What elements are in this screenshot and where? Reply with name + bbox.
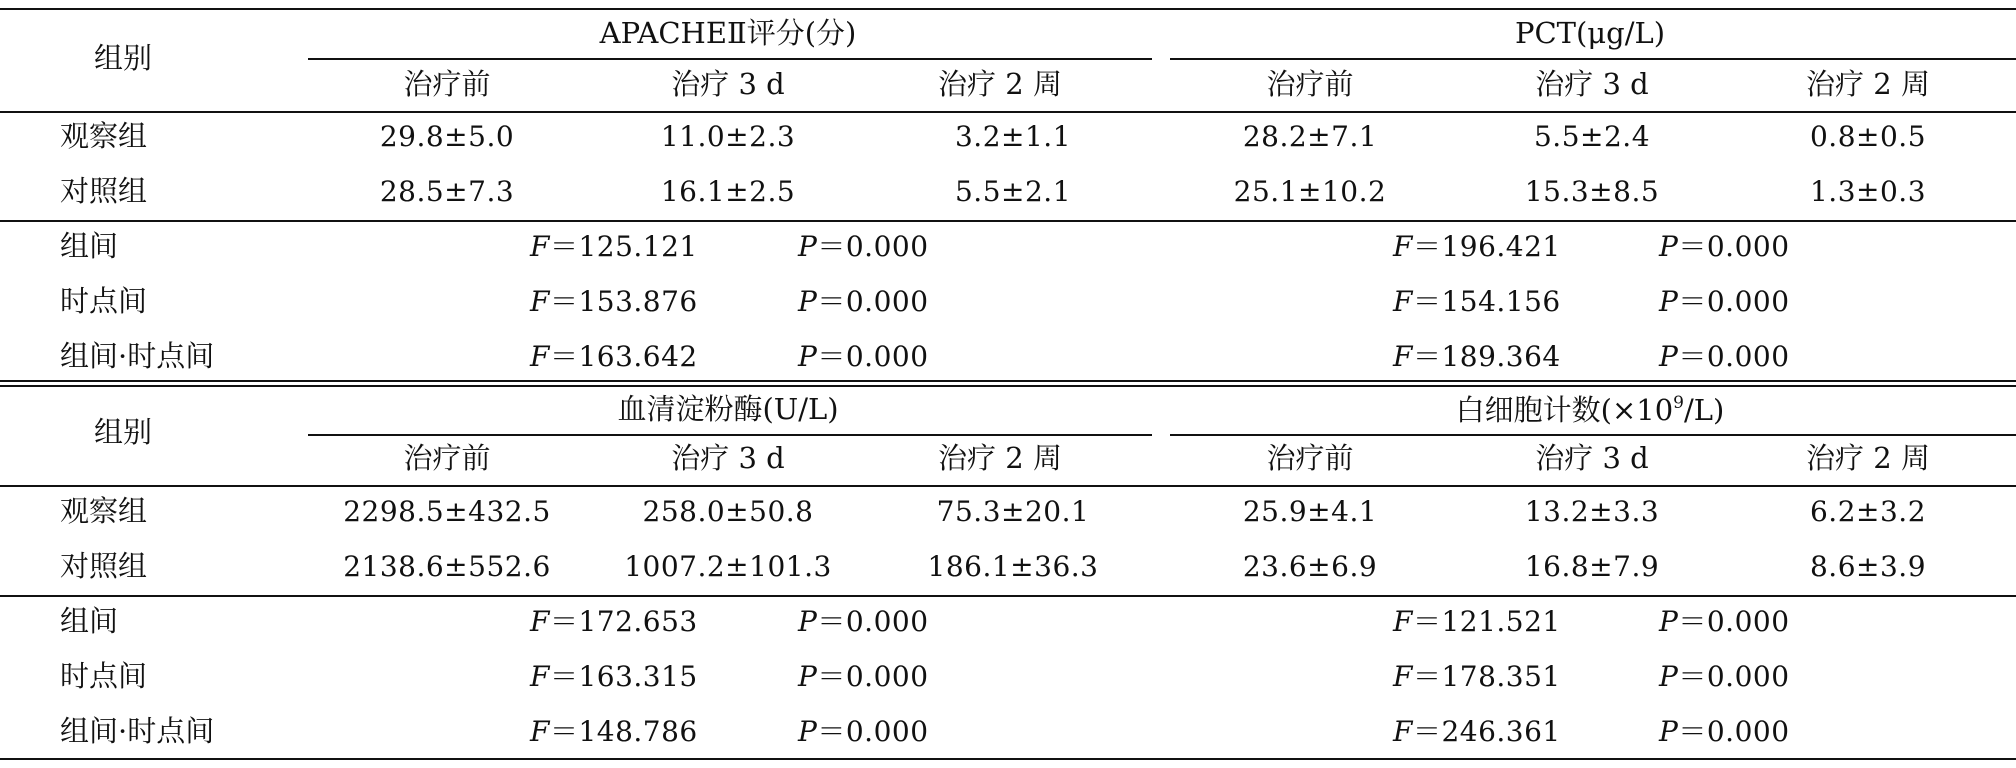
s2-col-2w-r: 治疗 2 周 [1806, 441, 1930, 475]
section2-left-underline [308, 434, 1152, 436]
section2-right-title: 白细胞计数$(\times 10^9/L)$ [1455, 393, 1725, 427]
s1-col-before: 治疗前 [403, 67, 491, 101]
stat-label-between-groups: 组间 [60, 229, 119, 263]
f-stat: F＝153.876 [530, 285, 698, 318]
cell: 29.8±5.0 [379, 120, 515, 153]
section1-right-title: PCT(μg/L) [1514, 16, 1666, 50]
f-stat: F＝125.121 [530, 230, 698, 263]
f-stat: F＝189.364 [1393, 340, 1561, 373]
cell: 13.2±3.3 [1524, 495, 1660, 528]
section1-left-underline [308, 58, 1152, 60]
p-stat: P＝0.000 [1659, 340, 1790, 373]
stat-label-time-points: 时点间 [60, 284, 148, 318]
stat-label-interaction: 组间·时点间 [60, 339, 215, 373]
p-stat: P＝0.000 [798, 285, 929, 318]
cell: 15.3±8.5 [1524, 175, 1660, 208]
cell: 1007.2±101.3 [624, 550, 832, 583]
cell: 3.2±1.1 [954, 120, 1072, 153]
stat-label-time-points: 时点间 [60, 659, 148, 693]
s1-col-3d: 治疗 3 d [671, 67, 785, 101]
s2-header-rule [0, 485, 2016, 487]
f-stat: F＝121.521 [1393, 605, 1561, 638]
s2-col-3d-r: 治疗 3 d [1535, 441, 1649, 475]
p-stat: P＝0.000 [798, 660, 929, 693]
s1-col-3d-r: 治疗 3 d [1535, 67, 1649, 101]
cell: 11.0±2.3 [660, 120, 796, 153]
row-label-control: 对照组 [60, 174, 148, 208]
row-label-observation: 观察组 [60, 494, 148, 528]
stat-label-interaction: 组间·时点间 [60, 714, 215, 748]
cell: 16.1±2.5 [660, 175, 796, 208]
cell: 5.5±2.4 [1533, 120, 1651, 153]
cell: 8.6±3.9 [1809, 550, 1927, 583]
cell: 258.0±50.8 [642, 495, 814, 528]
f-stat: F＝178.351 [1393, 660, 1561, 693]
cell: 0.8±0.5 [1809, 120, 1927, 153]
section2-right-underline [1170, 434, 2016, 436]
s2-col-2w: 治疗 2 周 [938, 441, 1062, 475]
f-stat: F＝148.786 [530, 715, 698, 748]
s1-col-2w-r: 治疗 2 周 [1806, 67, 1930, 101]
f-stat: F＝196.421 [1393, 230, 1561, 263]
p-stat: P＝0.000 [798, 230, 929, 263]
f-stat: F＝163.315 [530, 660, 698, 693]
p-stat: P＝0.000 [798, 605, 929, 638]
section1-right-underline [1170, 58, 2016, 60]
stat-label-between-groups: 组间 [60, 604, 119, 638]
group-header: 组别 [94, 41, 153, 75]
p-stat: P＝0.000 [1659, 285, 1790, 318]
section2-left-title: 血清淀粉酶(U/L) [617, 392, 839, 426]
s2-col-before-r: 治疗前 [1266, 441, 1354, 475]
group-header: 组别 [94, 415, 153, 449]
f-stat: F＝154.156 [1393, 285, 1561, 318]
cell: 2138.6±552.6 [343, 550, 551, 583]
cell: 25.9±4.1 [1242, 495, 1378, 528]
p-stat: P＝0.000 [1659, 605, 1790, 638]
s2-data-rule [0, 595, 2016, 597]
row-label-observation: 观察组 [60, 119, 148, 153]
bottom-rule [0, 758, 2016, 760]
s2-col-3d: 治疗 3 d [671, 441, 785, 475]
s1-col-before-r: 治疗前 [1266, 67, 1354, 101]
top-rule [0, 8, 2016, 10]
f-stat: F＝172.653 [530, 605, 698, 638]
row-label-control: 对照组 [60, 549, 148, 583]
f-stat: F＝246.361 [1393, 715, 1561, 748]
cell: 186.1±36.3 [927, 550, 1099, 583]
cell: 28.5±7.3 [379, 175, 515, 208]
s1-header-rule [0, 111, 2016, 113]
p-stat: P＝0.000 [1659, 660, 1790, 693]
cell: 16.8±7.9 [1524, 550, 1660, 583]
section1-left-title: APACHEⅡ评分(分) [599, 16, 857, 50]
section-separator-rule [0, 380, 2016, 382]
p-stat: P＝0.000 [798, 715, 929, 748]
p-stat: P＝0.000 [1659, 230, 1790, 263]
s1-data-rule [0, 220, 2016, 222]
s1-col-2w: 治疗 2 周 [938, 67, 1062, 101]
cell: 75.3±20.1 [936, 495, 1090, 528]
p-stat: P＝0.000 [798, 340, 929, 373]
f-stat: F＝163.642 [530, 340, 698, 373]
cell: 28.2±7.1 [1242, 120, 1378, 153]
cell: 5.5±2.1 [954, 175, 1072, 208]
s2-col-before: 治疗前 [403, 441, 491, 475]
superscript: 9 [1673, 393, 1684, 413]
cell: 2298.5±432.5 [343, 495, 551, 528]
cell: 6.2±3.2 [1809, 495, 1927, 528]
cell: 25.1±10.2 [1233, 175, 1387, 208]
section-separator-rule [0, 385, 2016, 387]
p-stat: P＝0.000 [1659, 715, 1790, 748]
cell: 1.3±0.3 [1809, 175, 1927, 208]
cell: 23.6±6.9 [1242, 550, 1378, 583]
